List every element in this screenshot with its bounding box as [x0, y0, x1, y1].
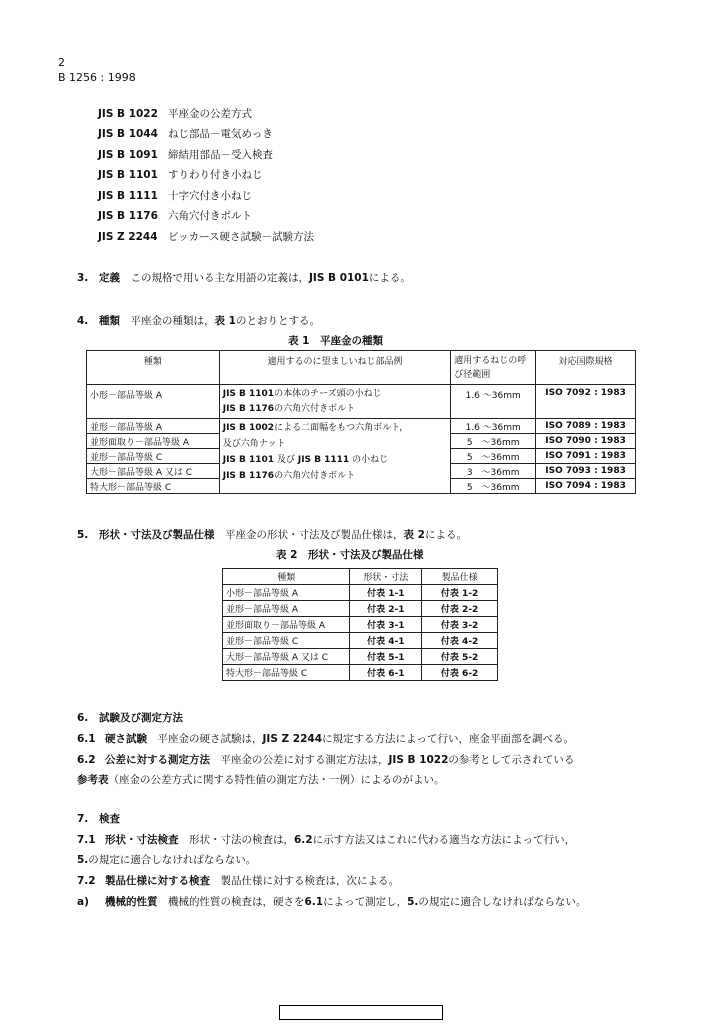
cell-iso: ISO 7090 : 1983 [536, 434, 636, 449]
section-4-types: 4. 種類 平座金の種類は，表 1のとおりとする。 [77, 315, 320, 327]
table-row [87, 385, 636, 419]
cell-kind: 並形－部品等級 A [223, 601, 350, 617]
cell-kind: 大形－部品等級 A 又は C [87, 464, 220, 479]
cell-spec: 付表 1-2 [422, 585, 498, 601]
reference-item: JIS B 1044 ねじ部品－電気めっき [98, 128, 273, 140]
reference-item: JIS B 1176 六角穴付きボルト [98, 210, 252, 222]
section-7-1-continued: 5.の規定に適合しなければならない。 [77, 854, 257, 866]
reference-item: JIS Z 2244 ビッカース硬さ試験－試験方法 [98, 231, 315, 243]
cell-kind: 並形面取り－部品等級 A [87, 434, 220, 449]
table-row [223, 585, 498, 601]
cell-kind: 並形－部品等級 A [87, 419, 220, 434]
header-kind: 種類 [87, 351, 220, 385]
cell-iso: ISO 7089 : 1983 [536, 419, 636, 434]
section-7-heading: 7. 検査 [77, 813, 120, 825]
cell-kind: 並形－部品等級 C [223, 633, 350, 649]
table-1-washer-types [86, 350, 636, 494]
cell-kind: 大形－部品等級 A 又は C [223, 649, 350, 665]
cell-shape: 付表 5-1 [350, 649, 422, 665]
header-examples: 適用するのに望ましいねじ部品例 [219, 351, 451, 385]
cell-shape: 付表 1-1 [350, 585, 422, 601]
header-spec: 製品仕様 [422, 569, 498, 585]
section-7-2-spec-inspection: 7.2 製品仕様に対する検査 製品仕様に対する検査は，次による。 [77, 875, 399, 887]
cell-iso: ISO 7093 : 1983 [536, 464, 636, 479]
cell-spec: 付表 2-2 [422, 601, 498, 617]
header-range: 適用するねじの呼び径範囲 [451, 351, 536, 385]
cell-range: 1.6 ～36mm [451, 419, 536, 434]
table-header-row [223, 569, 498, 585]
cell-examples: JIS B 1101の本体のチーズ頭の小ねじ JIS B 1176の六角穴付きボルト [219, 385, 451, 419]
cell-range: 3 ～36mm [451, 464, 536, 479]
table-row [223, 649, 498, 665]
cell-kind: 特大形－部品等級 C [223, 665, 350, 681]
cell-kind: 並形－部品等級 C [87, 449, 220, 464]
footer-box [279, 1005, 443, 1020]
cell-spec: 付表 4-2 [422, 633, 498, 649]
cell-iso: ISO 7092 : 1983 [536, 385, 636, 419]
header-shape: 形状・寸法 [350, 569, 422, 585]
cell-shape: 付表 4-1 [350, 633, 422, 649]
cell-kind: 小形－部品等級 A [87, 385, 220, 419]
cell-shape: 付表 6-1 [350, 665, 422, 681]
cell-iso: ISO 7094 : 1983 [536, 479, 636, 494]
cell-shape: 付表 2-1 [350, 601, 422, 617]
section-6-2-tolerance: 6.2 公差に対する測定方法 平座金の公差に対する測定方法は，JIS B 1022の参考として示されている [77, 754, 575, 766]
section-3-definitions: 3. 定義 この規格で用いる主な用語の定義は，JIS B 0101による。 [77, 272, 411, 284]
table-row [223, 601, 498, 617]
section-5-shape-dimensions: 5. 形状・寸法及び製品仕様 平座金の形状・寸法及び製品仕様は，表 2による。 [77, 529, 467, 541]
section-7-1-shape-inspection: 7.1 形状・寸法検査 形状・寸法の検査は，6.2に示す方法又はこれに代わる適当な方法によって行い， [77, 834, 576, 846]
cell-spec: 付表 5-2 [422, 649, 498, 665]
reference-item: JIS B 1022 平座金の公差方式 [98, 108, 252, 120]
table-row [87, 419, 636, 434]
cell-iso: ISO 7091 : 1983 [536, 449, 636, 464]
section-6-1-hardness: 6.1 硬さ試験 平座金の硬さ試験は，JIS Z 2244に規定する方法によって行い，座金平面部を調べる。 [77, 733, 575, 745]
table-row [223, 665, 498, 681]
cell-range: 5 ～36mm [451, 449, 536, 464]
header-iso: 対応国際規格 [536, 351, 636, 385]
reference-item: JIS B 1091 締結用部品－受入検査 [98, 149, 273, 161]
cell-kind: 小形－部品等級 A [223, 585, 350, 601]
table-row [223, 617, 498, 633]
cell-kind: 並形面取り－部品等級 A [223, 617, 350, 633]
reference-item: JIS B 1101 すりわり付き小ねじ [98, 169, 263, 181]
page-number: 2 [58, 56, 65, 69]
cell-range: 5 ～36mm [451, 434, 536, 449]
section-6-2-continued: 参考表（座金の公差方式に関する特性値の測定方法・一例）によるのがよい。 [77, 774, 445, 786]
table-2-caption: 表 2 形状・寸法及び製品仕様 [276, 549, 424, 561]
document-code: B 1256 : 1998 [58, 71, 136, 84]
cell-shape: 付表 3-1 [350, 617, 422, 633]
cell-range: 1.6 ～36mm [451, 385, 536, 419]
cell-examples: JIS B 1002による二面幅をもつ六角ボルト， 及び六角ナット JIS B 1101 及び JIS B 1111 の小ねじ JIS B 1176の六角穴付きボルト [219, 419, 451, 494]
cell-kind: 特大形－部品等級 C [87, 479, 220, 494]
item-a-mechanical-properties: a) 機械的性質 機械的性質の検査は，硬さを6.1によって測定し，5.の規定に適合しなければならない。 [77, 896, 587, 908]
cell-range: 5 ～36mm [451, 479, 536, 494]
section-6-heading: 6. 試験及び測定方法 [77, 712, 183, 724]
reference-item: JIS B 1111 十字穴付き小ねじ [98, 190, 252, 202]
header-kind: 種類 [223, 569, 350, 585]
table-row [223, 633, 498, 649]
table-1-caption: 表 1 平座金の種類 [288, 335, 383, 347]
table-header-row [87, 351, 636, 385]
cell-spec: 付表 3-2 [422, 617, 498, 633]
cell-spec: 付表 6-2 [422, 665, 498, 681]
table-2-shape-specs [222, 568, 498, 681]
